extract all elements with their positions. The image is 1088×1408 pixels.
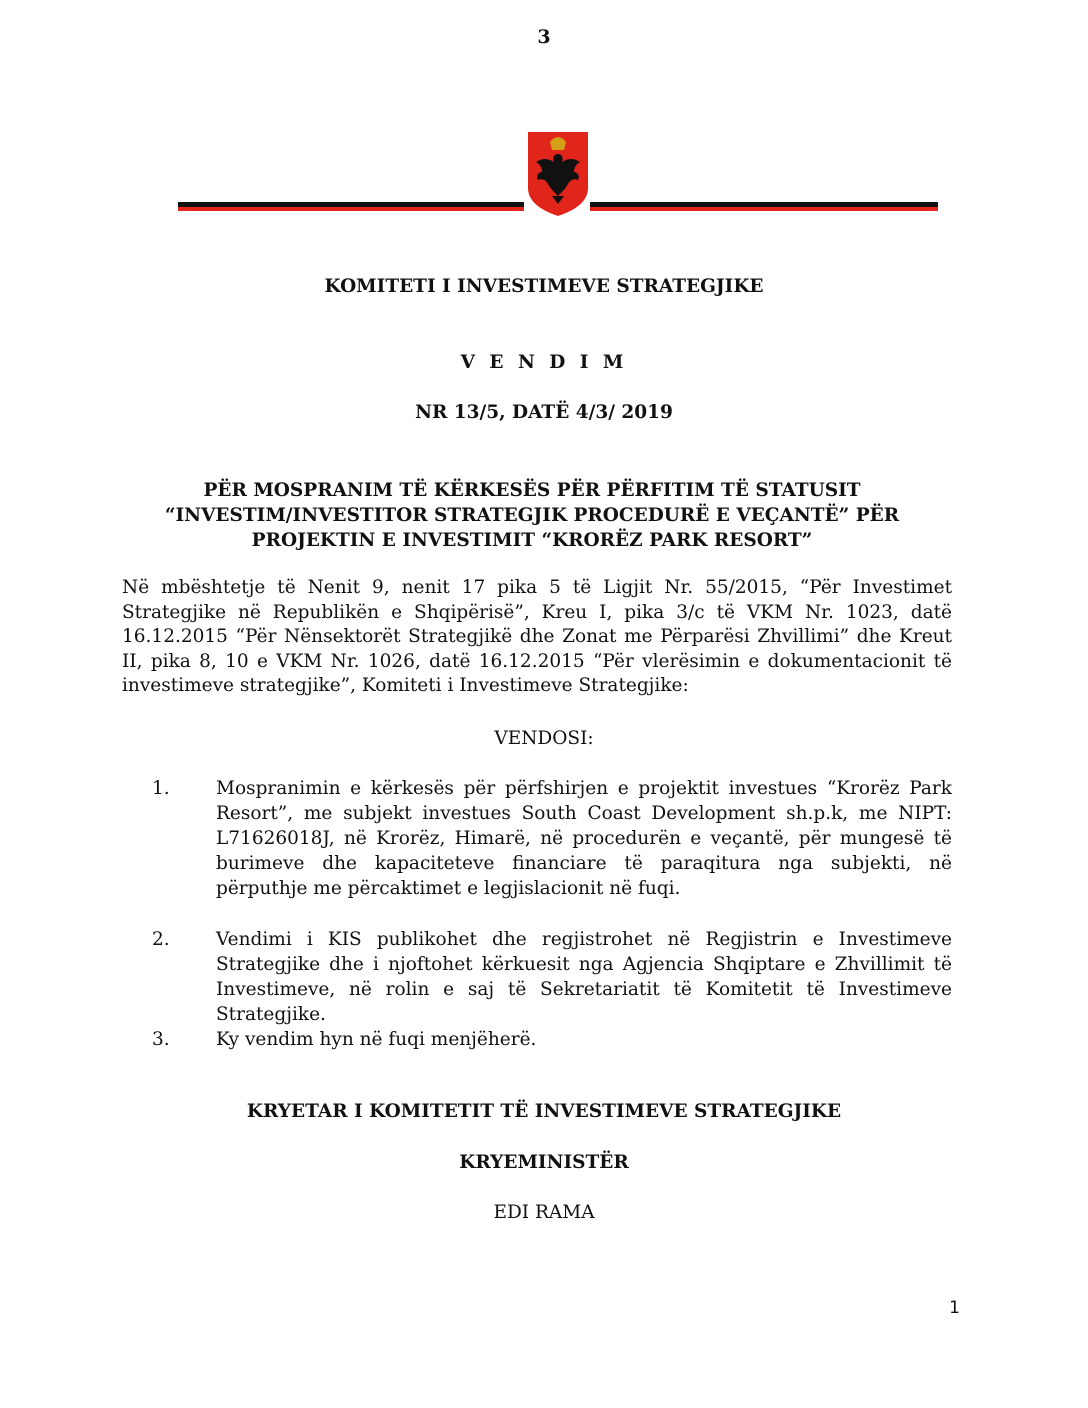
signatory-name: EDI RAMA xyxy=(493,1202,595,1223)
signatory-title: KRYEMINISTËR xyxy=(459,1152,629,1173)
list-item-text: Vendimi i KIS publikohet dhe regjistrohet në Regjistrin e Investimeve Strategjike dhe i njoftohet kërkuesit nga Agjencia Shqiptare e Zhvillimit të Investimeve, në rolin e saj të Sekretariatit të Komitetit të Investimeve Strategjike. xyxy=(216,929,952,1025)
list-item xyxy=(152,927,952,1025)
list-item-number: 3. xyxy=(152,1029,170,1050)
letterhead-emblem xyxy=(176,128,940,218)
decision-subject: PËR MOSPRANIM TË KËRKESËS PËR PËRFITIM TË STATUSIT “INVESTIM/INVESTITOR STRATEGJIK PROCEDURË E VEÇANTË” PËR PROJEKTIN E INVESTIMIT “KRORËZ PARK RESORT” xyxy=(164,480,900,551)
decision-number: NR 13/5, DATË 4/3/ 2019 xyxy=(415,402,673,423)
signatory-role: KRYETAR I KOMITETIT TË INVESTIMEVE STRATEGJIKE xyxy=(246,1101,842,1122)
letterhead-line-left-black xyxy=(178,202,524,207)
letterhead-line-right-black xyxy=(590,202,938,207)
list-item-number: 1. xyxy=(152,778,170,799)
list-item-number: 2. xyxy=(152,929,170,950)
top-page-number: 3 xyxy=(537,26,551,48)
letterhead-line-left-red xyxy=(178,207,524,211)
list-item xyxy=(152,1027,952,1057)
list-item-text: Mospranimin e kërkesës për përfshirjen e projektit investues “Krorëz Park Resort”, me subjekt investues South Coast Development sh.p.k, me NIPT: L71626018J, në Krorëz, Himarë, në procedurën e veçantë, për mungesë të burimeve dhe kapaciteteve financiare të paraqitura nga subjekti, në përputhje me përcaktimet e legjislacionit në fuqi. xyxy=(216,778,952,899)
list-item-text: Ky vendim hyn në fuqi menjëherë. xyxy=(216,1029,537,1050)
letterhead-line-right-red xyxy=(590,207,938,211)
list-item xyxy=(152,776,952,906)
decision-heading: V E N D I M xyxy=(460,352,628,373)
committee-title: KOMITETI I INVESTIMEVE STRATEGJIKE xyxy=(324,276,764,297)
albanian-coat-of-arms-icon xyxy=(176,128,940,218)
legal-basis-paragraph: Në mbështetje të Nenit 9, nenit 17 pika 5 të Ligjit Nr. 55/2015, “Për Investimet Strategjike në Republikën e Shqipërisë”, Kreu I, pika 3/c të VKM Nr. 1023, datë 16.12.2015 “Për Nënsektorët Strategjikë dhe Zonat me Përparësi Zhvillimi” dhe Kreut II, pika 8, 10 e VKM Nr. 1026, datë 16.12.2015 “Për vlerësimin e dokumentacionit të investimeve strategjike”, Komiteti i Investimeve Strategjike: xyxy=(122,577,952,696)
footer-page-number: 1 xyxy=(949,1298,960,1318)
decides-label: VENDOSI: xyxy=(494,728,594,749)
